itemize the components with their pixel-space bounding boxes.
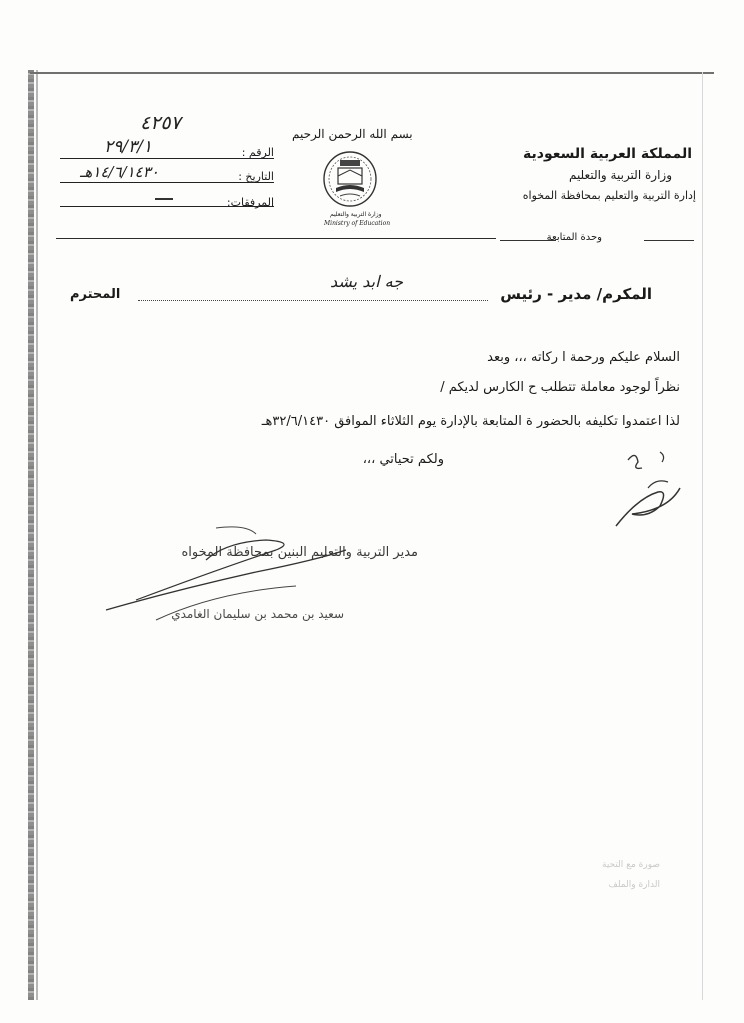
date-label: التاريخ :	[238, 170, 274, 183]
unit-rule-right	[644, 240, 694, 241]
unit-title: وحدة المتابعة	[546, 232, 602, 243]
handwritten-dash	[155, 198, 173, 200]
basmala: بسم الله الرحمن الرحيم	[292, 127, 413, 141]
attachments-label: المرفقات:	[226, 196, 274, 209]
body-line-closing: ولكم تحياتي ،،،	[362, 452, 444, 467]
administration-title: إدارة التربية والتعليم بمحافظة المخواه	[522, 189, 696, 202]
addressee-dotted-line	[138, 300, 488, 301]
emblem-caption-ar: وزارة التربية والتعليم	[330, 211, 382, 218]
body-line-greeting: السلام عليكم ورحمة ا ركاته ،،، وبعد	[487, 350, 680, 365]
number-label: الرقم :	[241, 146, 274, 159]
scan-edge-left-inner	[36, 70, 38, 1000]
addressee-handwritten: جه ابد يشد	[330, 272, 404, 291]
scan-edge-top	[30, 72, 714, 74]
attachments-line	[60, 206, 274, 207]
faint-file-note: الدارة والملف	[608, 880, 660, 890]
header-divider	[56, 238, 496, 239]
body-line-instruction: لذا اعتمدوا تكليفه بالحضور ة المتابعة بالإدارة يوم الثلاثاء الموافق ٣٢/٦/١٤٣٠هـ	[261, 414, 680, 429]
handwritten-margin-note-icon	[608, 448, 688, 533]
signatory-name: سعيد بن محمد بن سليمان الغامدي	[171, 607, 344, 621]
signature-scribble-icon	[96, 520, 356, 630]
scan-edge-right	[702, 72, 703, 1000]
addressee-salutation: المكرم/ مدير - رئيس	[500, 285, 652, 303]
ministry-emblem-icon	[320, 146, 380, 208]
handwritten-date: ٢٩/٣/١	[104, 137, 152, 157]
handwritten-hijri: ١٤/٦/١٤٣٠هـ	[80, 163, 159, 181]
ministry-title: وزارة التربية والتعليم	[568, 168, 672, 182]
faint-copy-note: صورة مع التحية	[602, 860, 660, 870]
date-line	[60, 182, 274, 183]
signatory-title: مدير التربية والتعليم البنين بمحافظة المخواه	[181, 545, 418, 560]
number-line	[60, 158, 274, 159]
respected-title: المحترم	[70, 287, 121, 302]
emblem-caption-en: Ministry of Education	[324, 220, 391, 227]
body-line-reason: نظراً لوجود معاملة تتطلب ح الكارس لديكم /	[440, 380, 680, 395]
handwritten-number: ٤٢٥٧	[140, 112, 181, 134]
kingdom-title: المملكة العربية السعودية	[523, 146, 692, 162]
scan-edge-left	[28, 70, 34, 1000]
